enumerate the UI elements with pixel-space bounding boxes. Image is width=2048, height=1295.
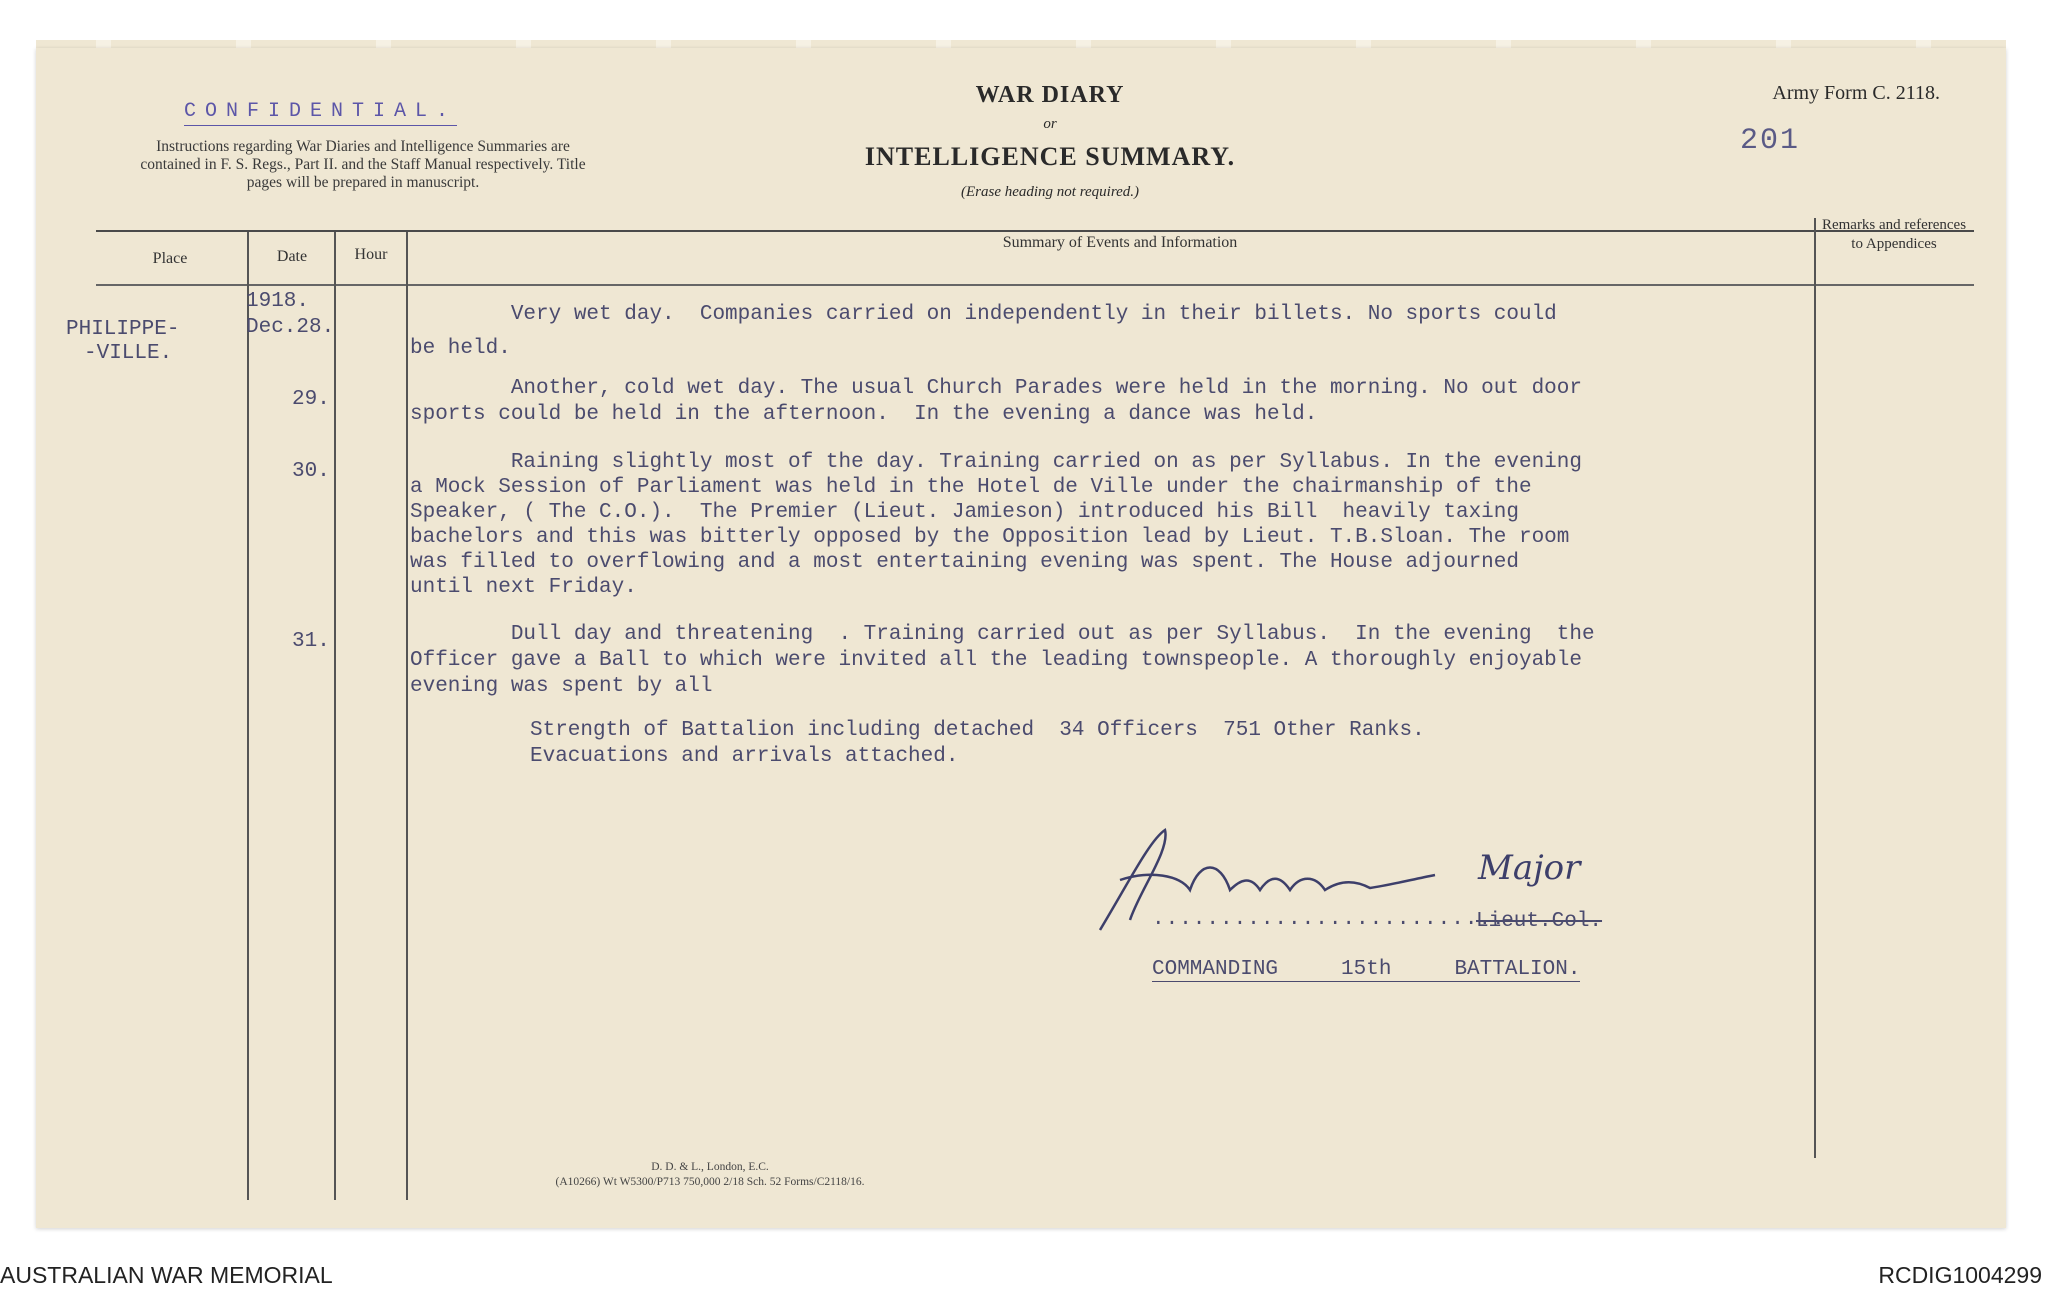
entry-31-line-2: Officer gave a Ball to which were invited all the leading townspeople. A thoroughly enjoyable: [410, 649, 1582, 672]
entry-30-line-4: bachelors and this was bitterly opposed by the Opposition lead by Lieut. T.B.Sloan. The room: [410, 526, 1570, 549]
title-intelligence-summary: INTELLIGENCE SUMMARY.: [864, 142, 1236, 171]
column-header-summary: Summary of Events and Information: [1002, 234, 1238, 251]
entry-30-line-6: until next Friday.: [410, 576, 637, 599]
column-rule-remarks: [1814, 218, 1816, 1158]
date-30: 30.: [292, 460, 330, 483]
erase-heading-note: (Erase heading not required.): [960, 184, 1140, 200]
signature-rank-struck: Lieut.Col.: [1476, 910, 1603, 933]
commanding-line: COMMANDING 15th BATTALION.: [1152, 958, 1581, 981]
place-line-1: PHILIPPE-: [66, 318, 180, 341]
instructions-note: Instructions regarding War Diaries and Intelligence Summaries are contained in F. S. Regs., Part II. and the Staff Manual respectively. Title pages will be prepared in manuscript.: [140, 138, 586, 191]
column-header-remarks: Remarks and references to Appendices: [1821, 217, 1967, 252]
strength-line-1: Strength of Battalion including detached 34 Officers 751 Other Ranks.: [530, 719, 1425, 742]
entry-31-line-1: Dull day and threatening . Training carried out as per Syllabus. In the evening the: [410, 623, 1595, 646]
title-war-diary: WAR DIARY: [975, 82, 1125, 108]
army-form-number: Army Form C. 2118.: [1772, 82, 1940, 104]
column-header-date: Date: [276, 248, 308, 265]
entry-30-line-3: Speaker, ( The C.O.). The Premier (Lieut. Jamieson) introduced his Bill heavily taxing: [410, 501, 1519, 524]
column-rule-hour: [406, 232, 408, 1200]
date-29: 29.: [292, 388, 330, 411]
archive-caption-right: RCDIG1004299: [1878, 1262, 2042, 1288]
entry-29-line-2: sports could be held in the afternoon. In the evening a dance was held.: [410, 403, 1318, 426]
column-rule-place: [247, 232, 249, 1200]
signature-dotted-line: ..........................: [1152, 908, 1506, 931]
entry-28-line-1: Very wet day. Companies carried on independently in their billets. No sports could: [410, 303, 1557, 326]
entry-30-line-5: was filled to overflowing and a most entertaining evening was spent. The House adjourned: [410, 551, 1519, 574]
entry-30-line-2: a Mock Session of Parliament was held in the Hotel de Ville under the chairmanship of the: [410, 476, 1532, 499]
column-header-place: Place: [152, 250, 188, 267]
entry-year: 1918.: [246, 290, 310, 313]
title-or: or: [1043, 116, 1057, 132]
printer-line-1: D. D. & L., London, E.C.: [651, 1161, 769, 1173]
confidential-stamp: CONFIDENTIAL.: [184, 100, 457, 126]
page-number-stamp: 201: [1740, 124, 1801, 158]
archive-caption-left: AUSTRALIAN WAR MEMORIAL: [0, 1262, 333, 1288]
date-dec-28: Dec.28.: [246, 316, 335, 339]
table-top-rule: [96, 230, 1974, 232]
entry-28-line-2: be held.: [410, 337, 511, 360]
printer-line-2: (A10266) Wt W5300/P713 750,000 2/18 Sch. 52 Forms/C2118/16.: [555, 1176, 865, 1188]
entry-31-line-3: evening was spent by all: [410, 675, 713, 698]
entry-30-line-1: Raining slightly most of the day. Training carried on as per Syllabus. In the evening: [410, 451, 1582, 474]
place-line-2: -VILLE.: [84, 342, 173, 365]
entry-29-line-1: Another, cold wet day. The usual Church Parades were held in the morning. No out door: [410, 377, 1582, 400]
column-header-hour: Hour: [354, 246, 388, 263]
signature-rank-major: Major: [1478, 848, 1581, 888]
table-header-rule: [96, 284, 1974, 286]
date-31: 31.: [292, 630, 330, 653]
column-rule-date: [334, 232, 336, 1200]
printer-imprint: [420, 1160, 1000, 1190]
strength-line-2: Evacuations and arrivals attached.: [530, 745, 959, 768]
